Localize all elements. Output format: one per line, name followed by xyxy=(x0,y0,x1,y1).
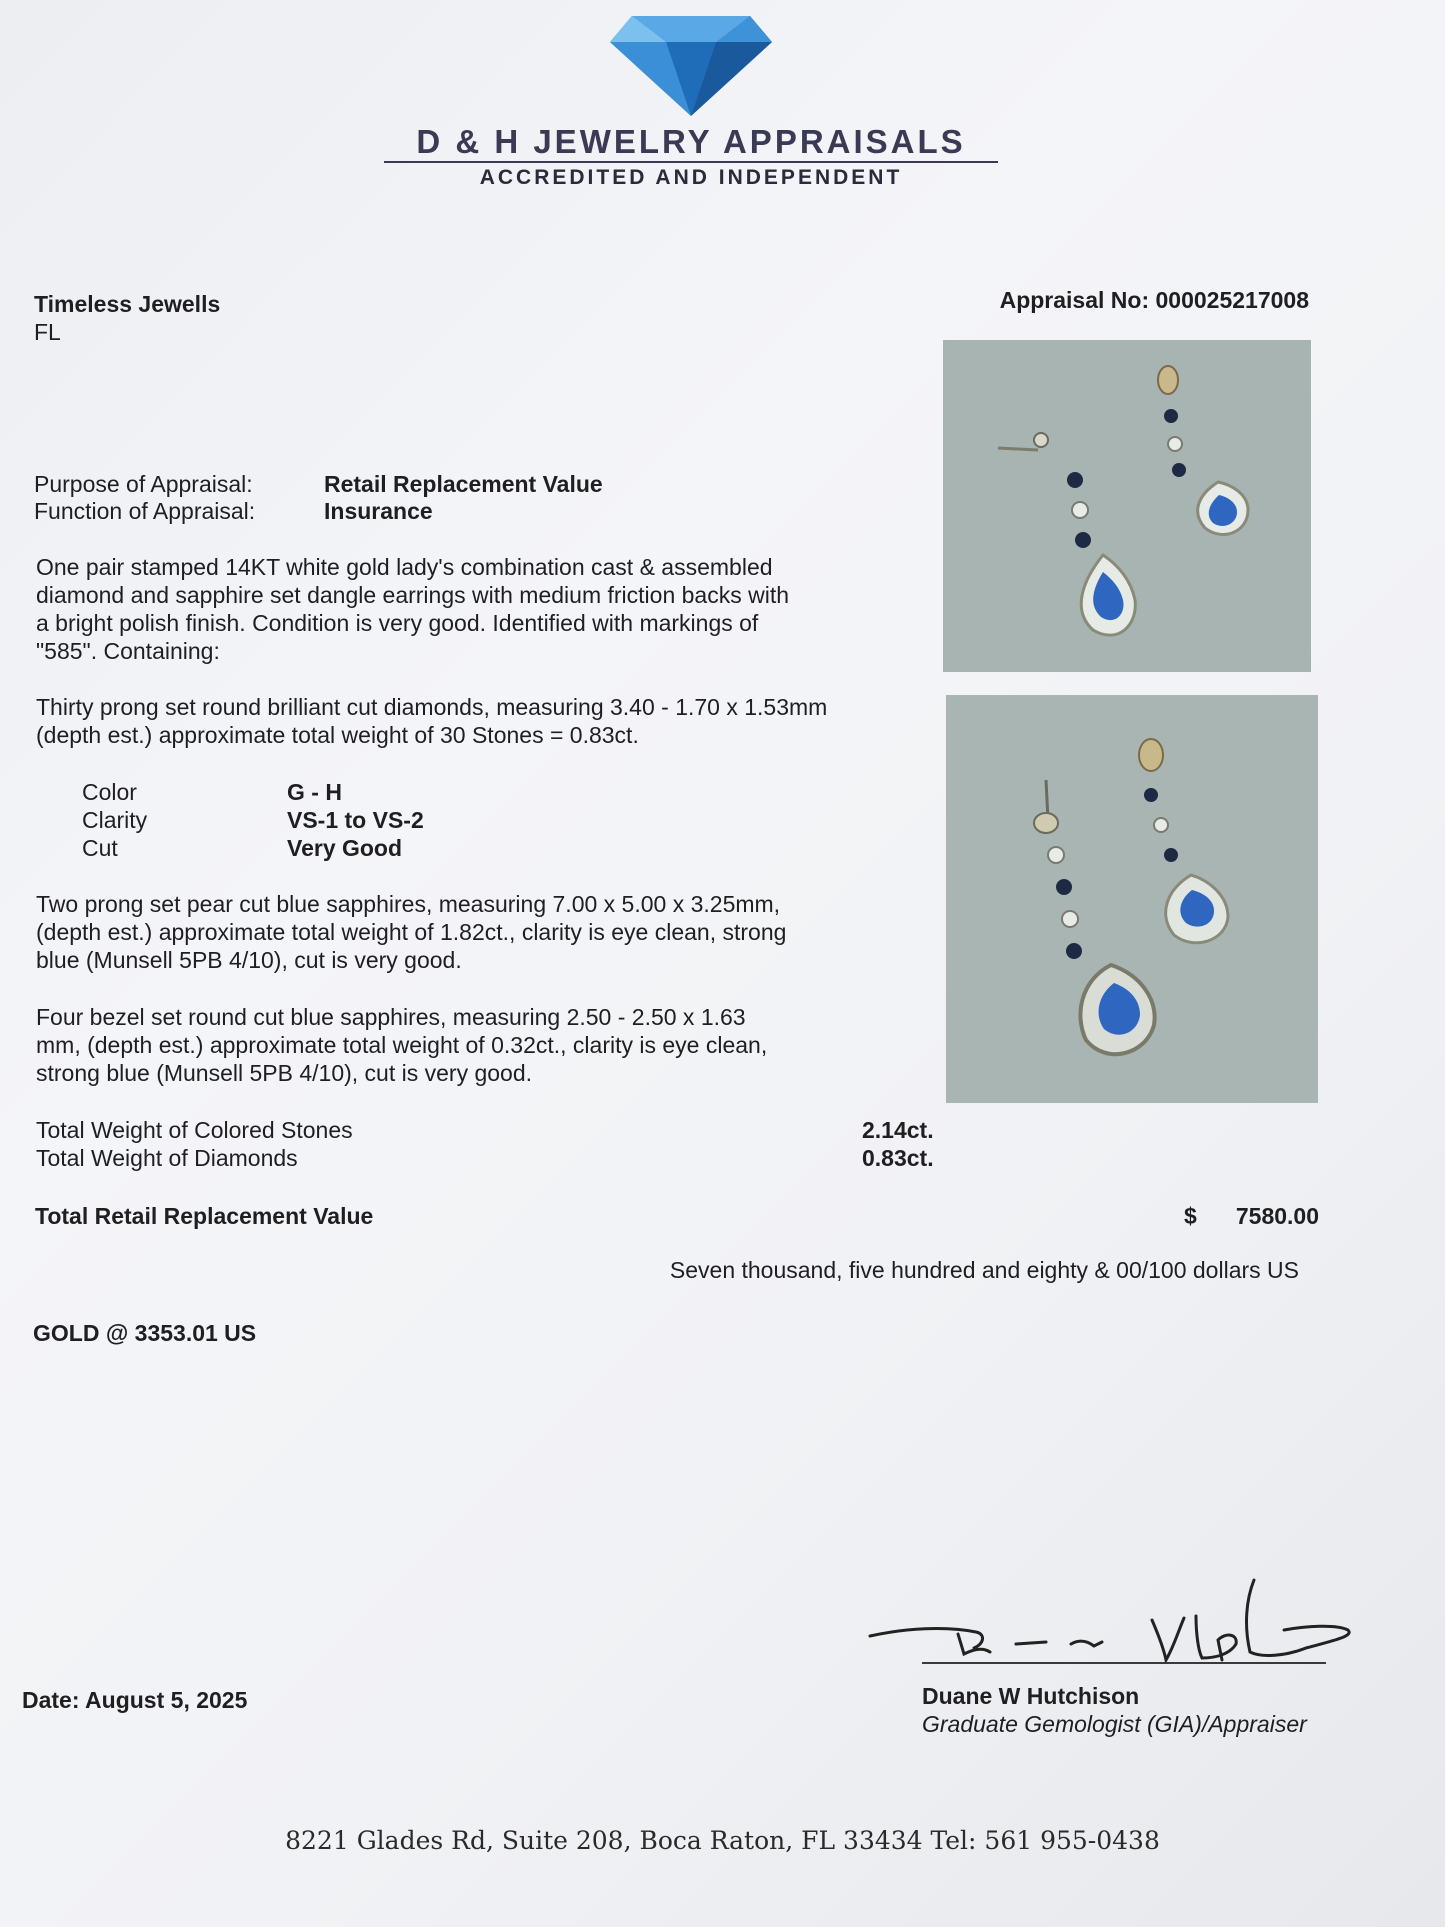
pear-sapphires-description: Two prong set pear cut blue sapphires, measuring 7.00 x 5.00 x 3.25mm, (depth est.) approximate total weight of 1.82ct., clarity is eye clean, strong blue (Munsell 5PB 4/10), cut is very good. xyxy=(36,891,787,973)
item-description: One pair stamped 14KT white gold lady's combination cast & assembled diamond and sapphire set dangle earrings with medium friction backs with a bright polish finish. Condition is very good. Identified with markings of "585". Containing: xyxy=(36,554,790,664)
appraisal-date: Date: August 5, 2025 xyxy=(22,1687,248,1713)
signature-image xyxy=(866,1574,1356,1674)
diamond-icon xyxy=(606,8,776,118)
total-value-amount: 7580.00 xyxy=(1235,1203,1319,1229)
earrings-photo-1 xyxy=(943,340,1311,672)
diamonds-description: Thirty prong set round brilliant cut diamonds, measuring 3.40 - 1.70 x 1.53mm (depth est.) approximate total weight of 30 Stones = 0.83ct. xyxy=(36,694,828,748)
purpose-value: Retail Replacement Value xyxy=(324,471,603,497)
company-tagline: ACCREDITED AND INDEPENDENT xyxy=(479,166,903,189)
footer-address: 8221 Glades Rd, Suite 208, Boca Raton, FL 33434 Tel: 561 955-0438 xyxy=(285,1826,1160,1855)
spec-color-value: G - H xyxy=(287,779,342,805)
colored-stones-weight-value: 2.14ct. xyxy=(862,1117,934,1143)
spec-clarity-label: Clarity xyxy=(82,807,148,833)
appraisal-number: Appraisal No: 000025217008 xyxy=(999,287,1309,313)
client-name: Timeless Jewells xyxy=(34,291,221,317)
spec-clarity-value: VS-1 to VS-2 xyxy=(287,807,424,833)
function-label: Function of Appraisal: xyxy=(34,498,256,524)
client-state: FL xyxy=(34,319,61,345)
header-divider xyxy=(384,161,998,163)
gold-price: GOLD @ 3353.01 US xyxy=(33,1320,257,1346)
function-value: Insurance xyxy=(324,498,433,524)
diamonds-weight-value: 0.83ct. xyxy=(862,1145,934,1171)
signer-title: Graduate Gemologist (GIA)/Appraiser xyxy=(922,1711,1307,1737)
spec-cut-value: Very Good xyxy=(287,835,403,861)
currency-symbol: $ xyxy=(1184,1203,1197,1229)
diamonds-weight-label: Total Weight of Diamonds xyxy=(36,1145,298,1171)
spec-cut-label: Cut xyxy=(82,835,118,861)
earrings-photo-2 xyxy=(946,695,1318,1103)
spec-color-label: Color xyxy=(82,779,137,805)
signer-name: Duane W Hutchison xyxy=(922,1683,1140,1709)
total-value-words: Seven thousand, five hundred and eighty & 00/100 dollars US xyxy=(669,1257,1299,1283)
company-name: D & H JEWELRY APPRAISALS xyxy=(416,123,966,160)
signature-line xyxy=(922,1662,1326,1664)
round-sapphires-description: Four bezel set round cut blue sapphires, measuring 2.50 - 2.50 x 1.63 mm, (depth est.) approximate total weight of 0.32ct., clarity is eye clean, strong blue (Munsell 5PB 4/10), cut is very good. xyxy=(36,1004,768,1086)
total-value-label: Total Retail Replacement Value xyxy=(35,1203,374,1229)
colored-stones-weight-label: Total Weight of Colored Stones xyxy=(36,1117,353,1143)
purpose-label: Purpose of Appraisal: xyxy=(34,471,253,497)
